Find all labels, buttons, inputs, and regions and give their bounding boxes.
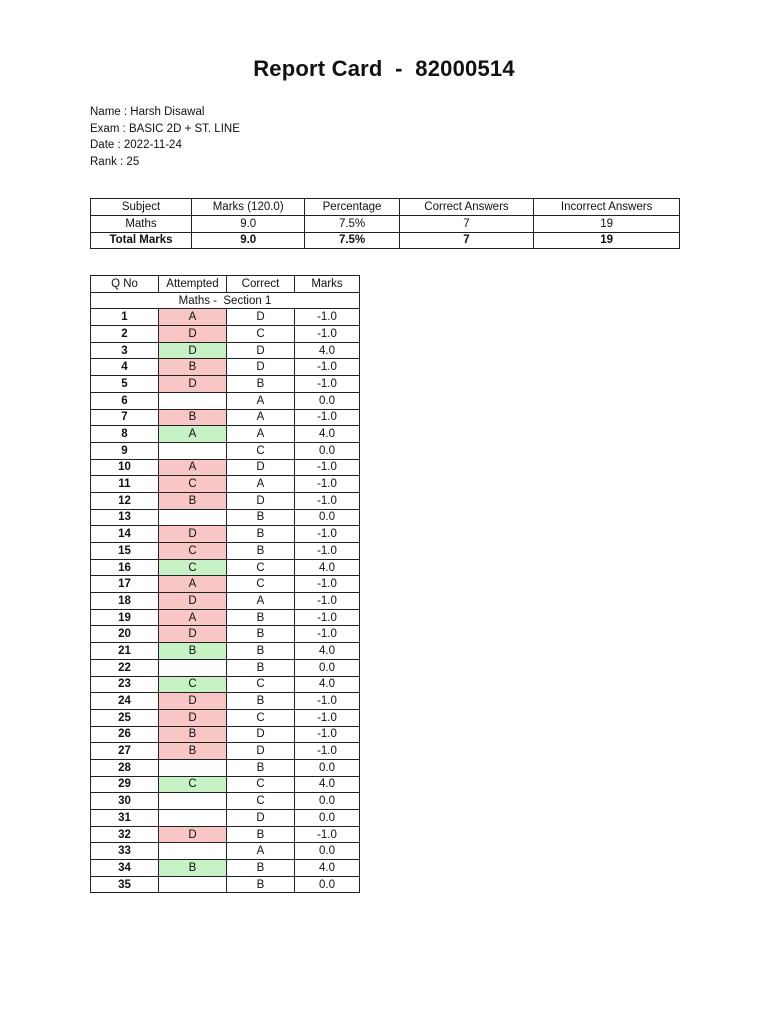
question-row <box>91 860 360 877</box>
correct-answer: B <box>227 659 295 676</box>
question-marks: -1.0 <box>295 409 360 426</box>
question-number: 27 <box>91 743 159 760</box>
question-row <box>91 409 360 426</box>
attempted-answer: C <box>159 543 227 560</box>
question-row <box>91 459 360 476</box>
question-marks: 0.0 <box>295 392 360 409</box>
question-number: 19 <box>91 609 159 626</box>
attempted-answer <box>159 509 227 526</box>
correct-answer: A <box>227 426 295 443</box>
correct-answer: B <box>227 693 295 710</box>
attempted-answer: D <box>159 326 227 343</box>
summary-header-cell: Percentage <box>305 199 399 216</box>
correct-answer: A <box>227 593 295 610</box>
question-table <box>90 275 360 893</box>
question-marks: -1.0 <box>295 576 360 593</box>
question-number: 35 <box>91 876 159 893</box>
summary-cell: 7 <box>399 215 534 232</box>
summary-header-cell: Subject <box>91 199 192 216</box>
summary-cell: 7.5% <box>305 215 399 232</box>
question-number: 1 <box>91 309 159 326</box>
question-row <box>91 643 360 660</box>
question-row <box>91 693 360 710</box>
question-row <box>91 626 360 643</box>
question-marks: -1.0 <box>295 326 360 343</box>
question-number: 25 <box>91 709 159 726</box>
question-number: 31 <box>91 810 159 827</box>
question-marks: 0.0 <box>295 509 360 526</box>
attempted-answer <box>159 392 227 409</box>
correct-answer: B <box>227 543 295 560</box>
attempted-answer: D <box>159 709 227 726</box>
question-number: 33 <box>91 843 159 860</box>
question-number: 26 <box>91 726 159 743</box>
question-row <box>91 810 360 827</box>
correct-answer: C <box>227 326 295 343</box>
correct-answer: D <box>227 810 295 827</box>
correct-answer: B <box>227 509 295 526</box>
question-row <box>91 776 360 793</box>
correct-answer: C <box>227 793 295 810</box>
attempted-answer: D <box>159 626 227 643</box>
question-marks: 4.0 <box>295 643 360 660</box>
correct-answer: B <box>227 626 295 643</box>
question-row <box>91 743 360 760</box>
question-row <box>91 359 360 376</box>
question-number: 20 <box>91 626 159 643</box>
correct-answer: D <box>227 359 295 376</box>
question-number: 22 <box>91 659 159 676</box>
student-info <box>90 104 240 170</box>
correct-answer: B <box>227 526 295 543</box>
question-header-cell: Marks <box>295 276 360 293</box>
question-number: 16 <box>91 559 159 576</box>
summary-row <box>91 215 680 232</box>
attempted-answer: B <box>159 359 227 376</box>
attempted-answer: B <box>159 492 227 509</box>
question-number: 10 <box>91 459 159 476</box>
question-marks: 0.0 <box>295 442 360 459</box>
summary-header-cell: Marks (120.0) <box>191 199 304 216</box>
correct-answer: D <box>227 309 295 326</box>
question-marks: 4.0 <box>295 860 360 877</box>
question-row <box>91 843 360 860</box>
attempted-answer <box>159 759 227 776</box>
attempted-answer <box>159 793 227 810</box>
question-marks: 4.0 <box>295 559 360 576</box>
exam-date: Date : 2022-11-24 <box>90 139 182 152</box>
question-number: 5 <box>91 376 159 393</box>
question-marks: 0.0 <box>295 659 360 676</box>
correct-answer: B <box>227 860 295 877</box>
question-header-cell: Q No <box>91 276 159 293</box>
question-row <box>91 559 360 576</box>
correct-answer: A <box>227 392 295 409</box>
question-header-cell: Correct <box>227 276 295 293</box>
attempted-answer: A <box>159 309 227 326</box>
attempted-answer: A <box>159 609 227 626</box>
attempted-answer: C <box>159 559 227 576</box>
question-number: 2 <box>91 326 159 343</box>
summary-total-cell: Total Marks <box>91 232 192 249</box>
attempted-answer: C <box>159 476 227 493</box>
question-row <box>91 392 360 409</box>
question-marks: -1.0 <box>295 726 360 743</box>
attempted-answer: D <box>159 342 227 359</box>
question-marks: 0.0 <box>295 876 360 893</box>
question-row <box>91 326 360 343</box>
attempted-answer <box>159 843 227 860</box>
correct-answer: C <box>227 576 295 593</box>
correct-answer: B <box>227 876 295 893</box>
question-number: 21 <box>91 643 159 660</box>
question-row <box>91 309 360 326</box>
question-header-cell: Attempted <box>159 276 227 293</box>
question-row <box>91 342 360 359</box>
correct-answer: D <box>227 342 295 359</box>
question-marks: -1.0 <box>295 609 360 626</box>
attempted-answer: B <box>159 860 227 877</box>
page-title: Report Card - 82000514 <box>253 56 515 81</box>
attempted-answer <box>159 659 227 676</box>
question-marks: -1.0 <box>295 693 360 710</box>
question-marks: -1.0 <box>295 492 360 509</box>
question-row <box>91 709 360 726</box>
question-row <box>91 492 360 509</box>
question-number: 17 <box>91 576 159 593</box>
question-marks: 4.0 <box>295 426 360 443</box>
question-number: 23 <box>91 676 159 693</box>
question-row <box>91 876 360 893</box>
question-row <box>91 759 360 776</box>
question-row <box>91 509 360 526</box>
question-header-row <box>91 276 360 293</box>
question-number: 28 <box>91 759 159 776</box>
attempted-answer <box>159 810 227 827</box>
attempted-answer: D <box>159 693 227 710</box>
section-row <box>91 292 360 309</box>
student-name: Name : Harsh Disawal <box>90 106 205 118</box>
question-number: 7 <box>91 409 159 426</box>
question-number: 18 <box>91 593 159 610</box>
question-marks: -1.0 <box>295 309 360 326</box>
summary-total-cell: 19 <box>534 232 680 249</box>
question-row <box>91 376 360 393</box>
question-marks: 0.0 <box>295 843 360 860</box>
attempted-answer: D <box>159 376 227 393</box>
correct-answer: D <box>227 726 295 743</box>
question-number: 29 <box>91 776 159 793</box>
attempted-answer: B <box>159 743 227 760</box>
question-marks: -1.0 <box>295 359 360 376</box>
question-number: 30 <box>91 793 159 810</box>
attempted-answer: D <box>159 593 227 610</box>
question-marks: 0.0 <box>295 759 360 776</box>
summary-total-row <box>91 232 680 249</box>
question-number: 24 <box>91 693 159 710</box>
question-marks: 4.0 <box>295 776 360 793</box>
correct-answer: C <box>227 442 295 459</box>
attempted-answer: A <box>159 426 227 443</box>
summary-cell: Maths <box>91 215 192 232</box>
question-marks: 0.0 <box>295 810 360 827</box>
attempted-answer: C <box>159 776 227 793</box>
question-number: 4 <box>91 359 159 376</box>
question-number: 8 <box>91 426 159 443</box>
correct-answer: B <box>227 826 295 843</box>
question-number: 14 <box>91 526 159 543</box>
question-row <box>91 442 360 459</box>
question-row <box>91 593 360 610</box>
question-marks: -1.0 <box>295 709 360 726</box>
question-row <box>91 676 360 693</box>
rank: Rank : 25 <box>90 155 140 168</box>
attempted-answer: C <box>159 676 227 693</box>
summary-header-cell: Correct Answers <box>399 199 534 216</box>
summary-total-cell: 9.0 <box>191 232 304 249</box>
attempted-answer: B <box>159 409 227 426</box>
attempted-answer <box>159 876 227 893</box>
correct-answer: C <box>227 709 295 726</box>
section-title: Maths - Section 1 <box>91 292 360 309</box>
correct-answer: A <box>227 409 295 426</box>
question-row <box>91 826 360 843</box>
correct-answer: A <box>227 843 295 860</box>
question-number: 12 <box>91 492 159 509</box>
question-number: 15 <box>91 543 159 560</box>
correct-answer: D <box>227 743 295 760</box>
summary-cell: 19 <box>534 215 680 232</box>
question-number: 6 <box>91 392 159 409</box>
correct-answer: C <box>227 776 295 793</box>
correct-answer: C <box>227 676 295 693</box>
correct-answer: A <box>227 476 295 493</box>
question-marks: -1.0 <box>295 476 360 493</box>
question-marks: -1.0 <box>295 626 360 643</box>
question-number: 32 <box>91 826 159 843</box>
summary-table <box>90 198 680 249</box>
question-marks: -1.0 <box>295 593 360 610</box>
question-marks: -1.0 <box>295 526 360 543</box>
summary-header-row <box>91 199 680 216</box>
correct-answer: D <box>227 492 295 509</box>
question-marks: -1.0 <box>295 743 360 760</box>
question-row <box>91 609 360 626</box>
attempted-answer: D <box>159 526 227 543</box>
question-row <box>91 526 360 543</box>
question-row <box>91 793 360 810</box>
summary-cell: 9.0 <box>191 215 304 232</box>
question-row <box>91 426 360 443</box>
question-row <box>91 543 360 560</box>
question-number: 34 <box>91 860 159 877</box>
correct-answer: B <box>227 759 295 776</box>
attempted-answer: B <box>159 643 227 660</box>
summary-header-cell: Incorrect Answers <box>534 199 680 216</box>
attempted-answer <box>159 442 227 459</box>
question-marks: 4.0 <box>295 676 360 693</box>
correct-answer: C <box>227 559 295 576</box>
question-row <box>91 659 360 676</box>
question-marks: -1.0 <box>295 826 360 843</box>
correct-answer: B <box>227 643 295 660</box>
attempted-answer: D <box>159 826 227 843</box>
correct-answer: D <box>227 459 295 476</box>
exam-name: Exam : BASIC 2D + ST. LINE <box>90 122 240 135</box>
correct-answer: B <box>227 609 295 626</box>
question-marks: 4.0 <box>295 342 360 359</box>
question-marks: -1.0 <box>295 543 360 560</box>
question-marks: -1.0 <box>295 376 360 393</box>
question-row <box>91 726 360 743</box>
question-marks: -1.0 <box>295 459 360 476</box>
attempted-answer: A <box>159 459 227 476</box>
summary-total-cell: 7 <box>399 232 534 249</box>
question-number: 11 <box>91 476 159 493</box>
question-row <box>91 576 360 593</box>
question-marks: 0.0 <box>295 793 360 810</box>
question-number: 3 <box>91 342 159 359</box>
attempted-answer: A <box>159 576 227 593</box>
question-number: 13 <box>91 509 159 526</box>
question-row <box>91 476 360 493</box>
attempted-answer: B <box>159 726 227 743</box>
summary-total-cell: 7.5% <box>305 232 399 249</box>
question-number: 9 <box>91 442 159 459</box>
correct-answer: B <box>227 376 295 393</box>
